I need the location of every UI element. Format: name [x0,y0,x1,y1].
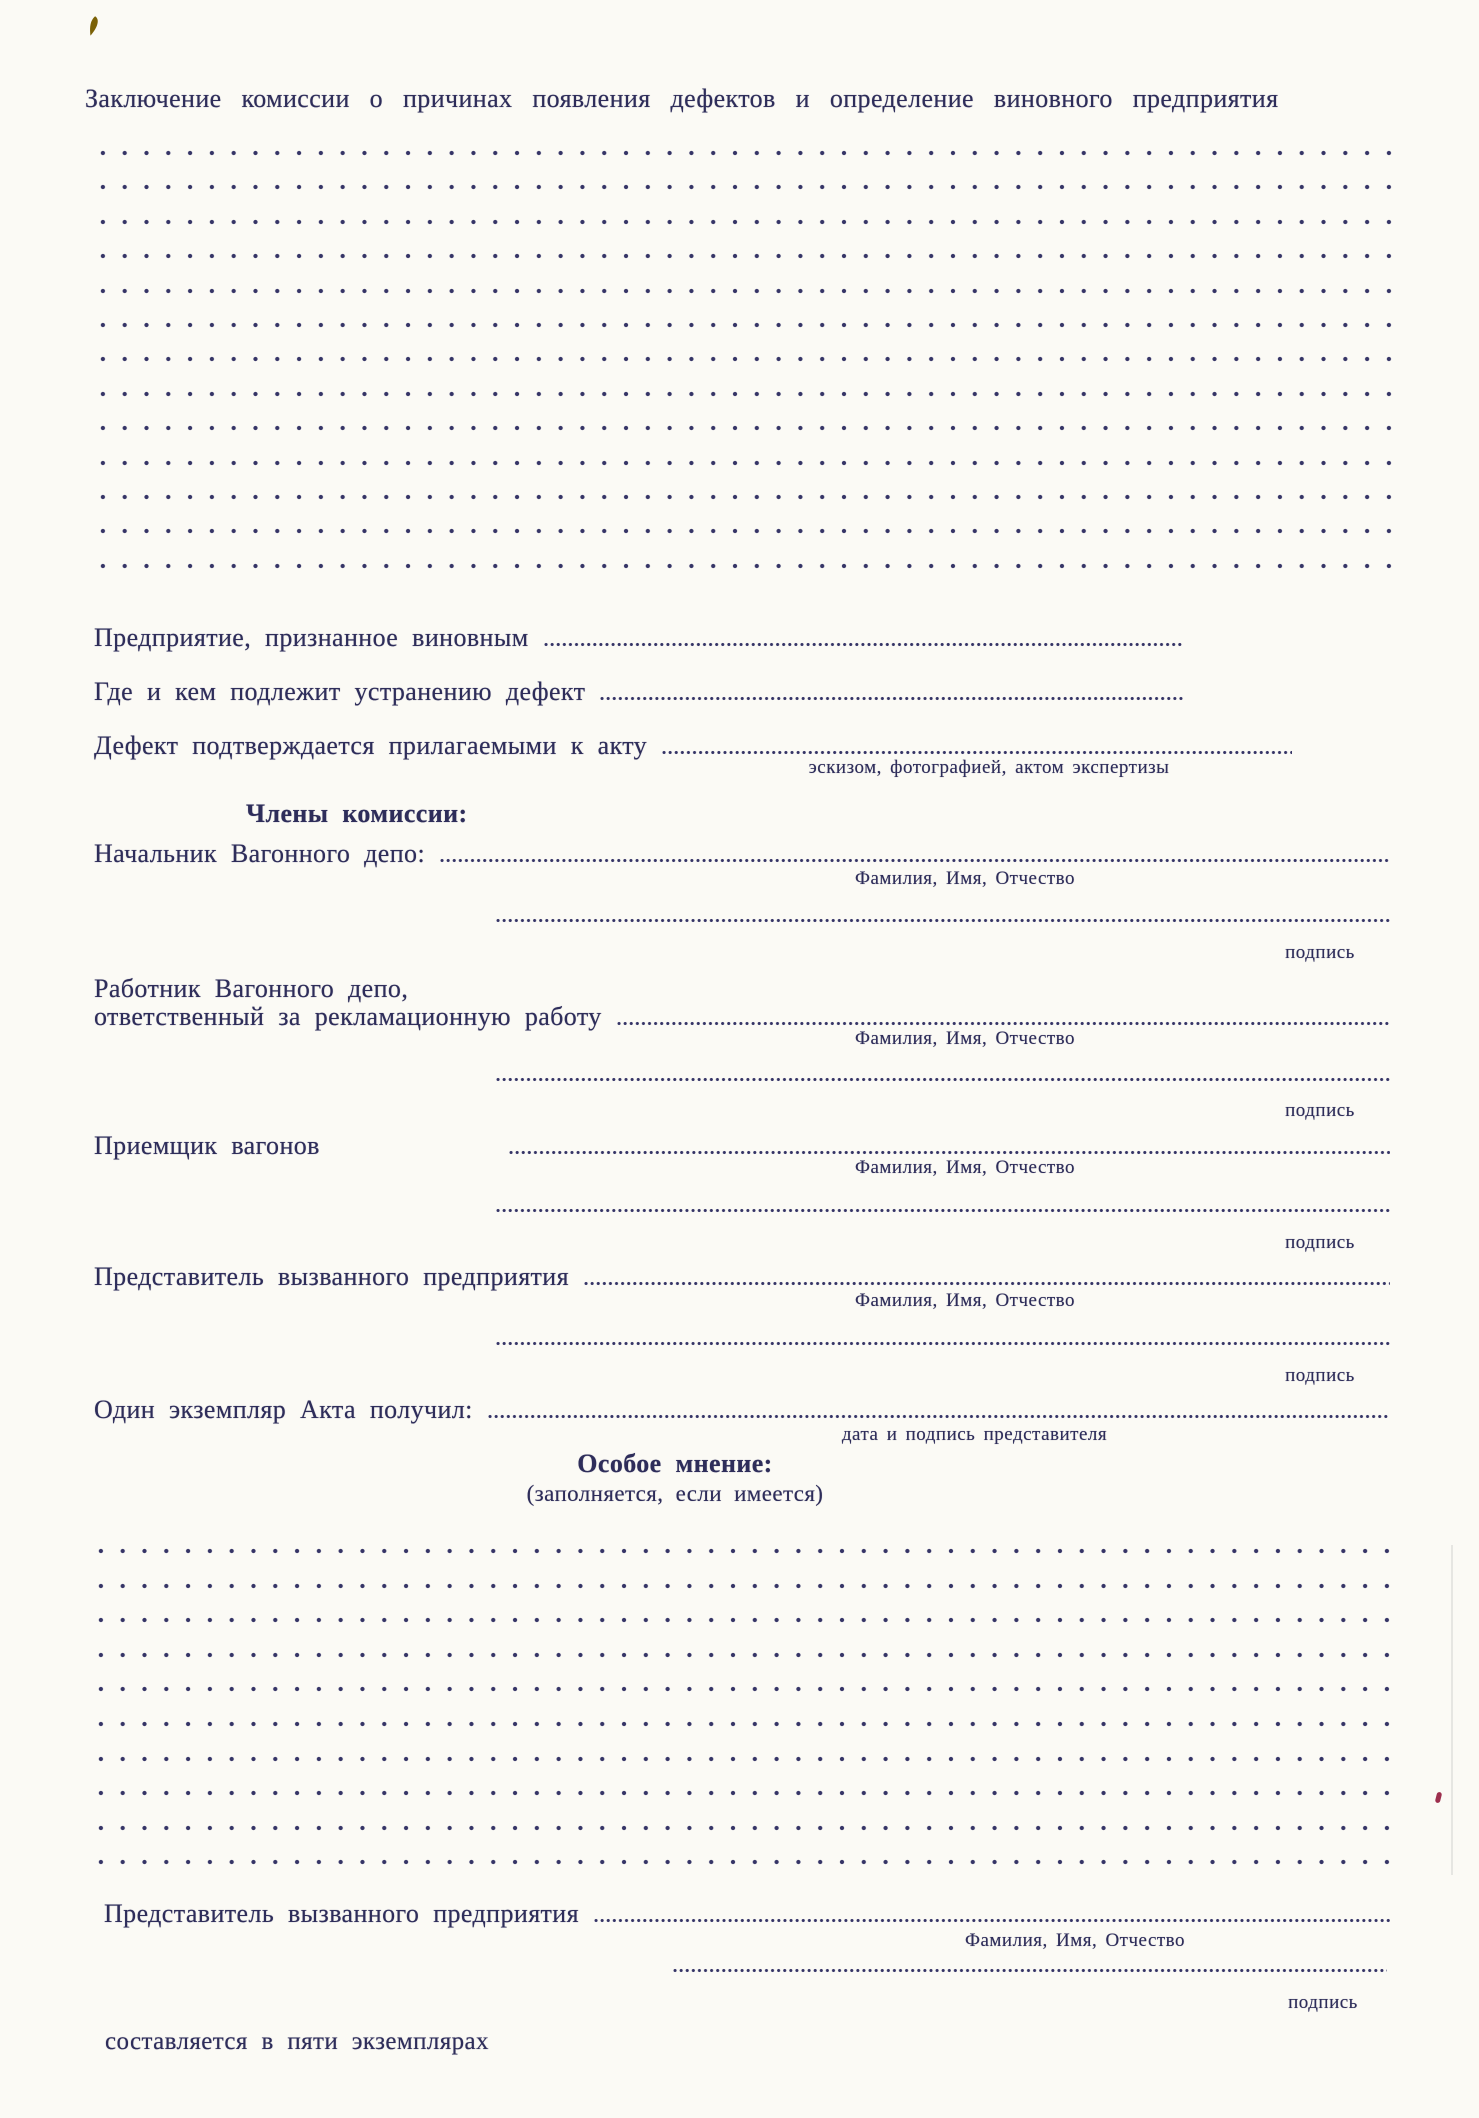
act-copy-received-row [94,1396,1390,1424]
dotted-line-row [92,219,1400,225]
dotted-fill-line [661,750,1292,755]
member-row-representative [94,1263,1390,1291]
conclusion-dotted-lines [92,150,1400,597]
field-defect-elimination [94,678,1184,706]
dotted-line-row [92,322,1400,328]
dotted-line-row [90,1721,1398,1727]
signature-caption: подпись [1285,1232,1355,1253]
member-label-line1: Работник Вагонного депо, [94,974,409,1003]
dotted-line-row [90,1652,1398,1658]
fio-caption: Фамилия, Имя, Отчество [854,1290,1076,1311]
dotted-line-row [92,494,1400,500]
member-row-wagon-inspector [94,1132,1390,1160]
dotted-fill-line [593,1918,1390,1923]
dotted-line-row [92,288,1400,294]
red-ink-fleck [1435,1792,1443,1804]
opinion-dotted-lines [90,1548,1398,1894]
date-signature-caption: дата и подпись представителя [841,1424,1108,1445]
commission-heading: Члены комиссии: [246,799,468,828]
signature-caption: подпись [1285,1365,1355,1386]
received-label: Один экземпляр Акта получил: [94,1395,473,1424]
field-label: Предприятие, признанное виновным [94,623,529,652]
dotted-line-row [92,150,1400,156]
dotted-line-row [92,563,1400,569]
dotted-line-row [90,1686,1398,1692]
field-label: Где и кем подлежит устранению дефект [94,677,586,706]
attachment-types-caption: эскизом, фотографией, актом экспертизы [808,757,1170,778]
fio-caption: Фамилия, Имя, Отчество [854,1157,1076,1178]
dotted-line-row [90,1825,1398,1831]
dotted-line-row [92,184,1400,190]
dotted-fill-line [616,1021,1390,1026]
dotted-line-row [92,425,1400,431]
signature-dotted-line [495,1208,1390,1213]
dotted-line-row [90,1756,1398,1762]
signature-caption: подпись [1285,942,1355,963]
opinion-heading: Особое мнение: [577,1449,773,1478]
opinion-note: (заполняется, если имеется) [526,1481,824,1506]
form-title: Заключение комиссии о причинах появления дефектов и определение виновного предприятия [85,84,1279,113]
opinion-block [430,1450,920,1478]
dotted-fill-line [543,642,1182,647]
signature-dotted-line [495,1341,1390,1346]
dotted-line-row [92,356,1400,362]
fio-caption: Фамилия, Имя, Отчество [964,1930,1186,1951]
member-label: Представитель вызванного предприятия [94,1262,569,1291]
dotted-line-row [92,253,1400,259]
member-label-line2: ответственный за рекламационную работу [94,1002,602,1031]
field-label: Дефект подтверждается прилагаемыми к акту [94,731,648,760]
dotted-fill-line [487,1414,1390,1419]
dotted-fill-line [599,696,1184,701]
copies-note: составляется в пяти экземплярах [105,2028,489,2055]
member-label: Начальник Вагонного депо: [94,839,426,868]
dotted-line-row [90,1548,1398,1554]
dotted-line-row [90,1859,1398,1865]
dotted-line-row [90,1617,1398,1623]
signature-dotted-line [495,1077,1390,1082]
signature-dotted-line [495,918,1390,923]
dotted-fill-line [583,1281,1390,1286]
signature-caption: подпись [1285,1100,1355,1121]
field-guilty-enterprise [94,624,1182,652]
member-label: Представитель вызванного предприятия [104,1899,579,1928]
bottom-representative-row [104,1900,1390,1928]
signature-dotted-line [672,1968,1387,1973]
field-defect-confirmation [94,732,1292,760]
dotted-fill-line [508,1150,1390,1155]
member-row-claims-worker [94,1003,1390,1031]
dotted-line-row [92,460,1400,466]
dotted-line-row [90,1790,1398,1796]
gold-ink-fleck [84,14,102,45]
dotted-fill-line [439,858,1390,863]
dotted-line-row [90,1583,1398,1589]
member-row-depot-head [94,840,1390,868]
member-label: Приемщик вагонов [94,1131,320,1160]
scan-edge-streak [1451,1545,1453,1875]
dotted-line-row [92,391,1400,397]
fio-caption: Фамилия, Имя, Отчество [854,1028,1076,1049]
signature-caption: подпись [1288,1992,1358,2013]
fio-caption: Фамилия, Имя, Отчество [854,868,1076,889]
dotted-line-row [92,528,1400,534]
